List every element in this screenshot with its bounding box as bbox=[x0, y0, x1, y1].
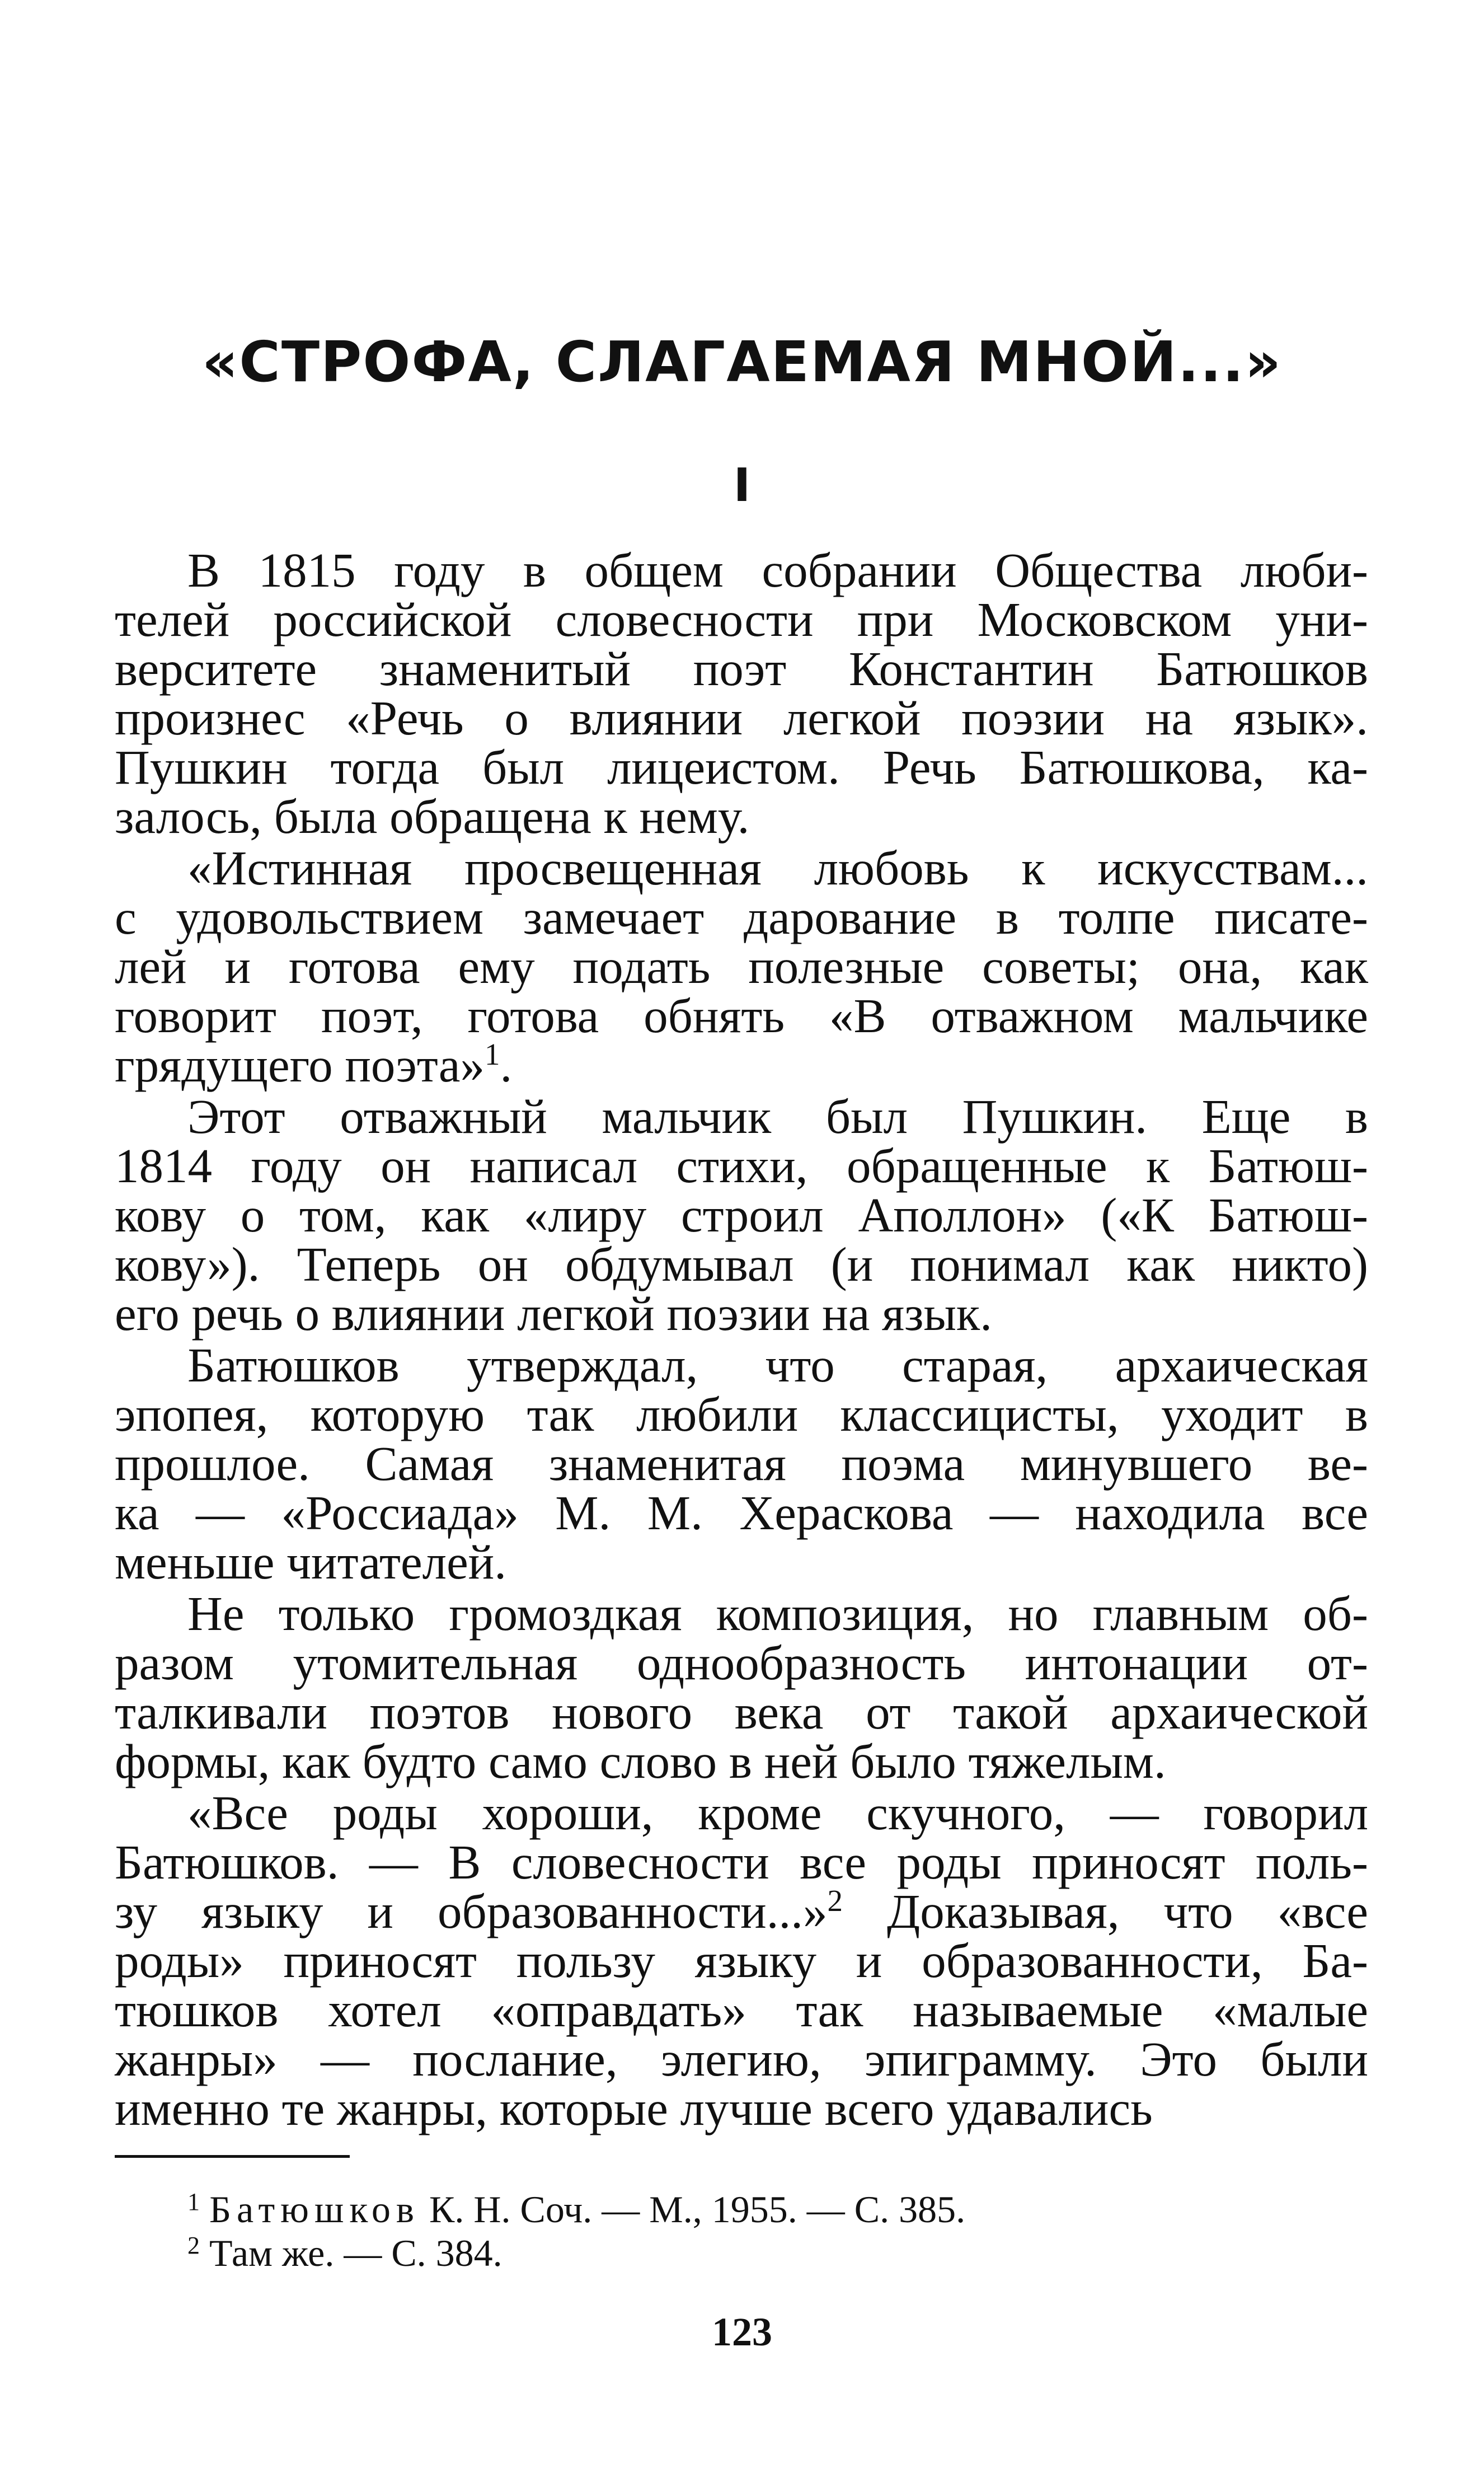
paragraph-3-line-3 bbox=[115, 1188, 1368, 1242]
line-text: «Истинная просвещенная любовь к искусствам... bbox=[187, 841, 1368, 895]
paragraph-5-line-3 bbox=[115, 1685, 1368, 1739]
footnote-rule bbox=[115, 2155, 350, 2158]
line-text: залось, была обращена к нему. bbox=[115, 789, 750, 844]
paragraph-1-line-6 bbox=[115, 789, 1368, 844]
chapter-title: «СТРОФА, СЛАГАЕМАЯ МНОЙ...» bbox=[201, 329, 1283, 395]
page-number: 123 bbox=[712, 2310, 772, 2354]
footnote-2-ref: 2 bbox=[187, 2232, 200, 2259]
line-text: грядущего поэта» bbox=[115, 1038, 485, 1092]
line-text: Не только громоздкая композиция, но главным об- bbox=[187, 1586, 1368, 1641]
section-number: I bbox=[733, 459, 751, 512]
note-reference: 2 bbox=[827, 1884, 843, 1918]
line-text: роды» приносят пользу языку и образованности, Ба- bbox=[115, 1933, 1368, 1988]
line-tail: Доказывая, что «все bbox=[842, 1884, 1368, 1938]
footnote-1-text: К. Н. Соч. — М., 1955. — С. 385. bbox=[420, 2188, 966, 2231]
line-text: меньше читателей. bbox=[115, 1535, 506, 1589]
paragraph-6-line-5 bbox=[115, 1985, 1368, 2035]
paragraph-2-line-4 bbox=[115, 991, 1368, 1041]
line-text: Пушкин тогда был лицеистом. Речь Батюшкова, ка- bbox=[115, 740, 1368, 794]
paragraph-1-line-3 bbox=[115, 641, 1368, 696]
line-text: Этот отважный мальчик был Пушкин. Еще в bbox=[187, 1089, 1368, 1144]
paragraph-4-line-4 bbox=[115, 1488, 1368, 1538]
paragraph-5-line-4 bbox=[115, 1734, 1368, 1788]
footnotes bbox=[187, 2187, 1363, 2275]
paragraph-6-line-4 bbox=[115, 1933, 1368, 1988]
paragraph-5-line-2 bbox=[115, 1638, 1368, 1688]
note-reference: 1 bbox=[485, 1037, 500, 1071]
line-text: прошлое. Самая знаменитая поэма минувшего ве- bbox=[115, 1436, 1368, 1491]
line-text: В 1815 году в общем собрании Общества люби- bbox=[187, 543, 1368, 597]
line-tail: . bbox=[500, 1038, 513, 1092]
paragraph-6-line-1 bbox=[115, 1788, 1368, 1838]
line-text: «Все роды хороши, кроме скучного, — говорил bbox=[187, 1786, 1368, 1840]
footnote-2-text: Там же. — С. 384. bbox=[209, 2232, 503, 2274]
line-text: эпопея, которую так любили классицисты, уходит в bbox=[115, 1387, 1368, 1441]
footnote-2 bbox=[187, 2231, 1363, 2275]
line-text: Батюшков. — В словесности все роды приносят поль- bbox=[115, 1835, 1368, 1889]
footnote-1-author: Батюшков bbox=[209, 2188, 420, 2231]
paragraph-2-line-1 bbox=[115, 841, 1368, 895]
paragraph-3-line-1 bbox=[115, 1089, 1368, 1144]
line-text: с удовольствием замечает дарование в толпе писате- bbox=[115, 890, 1368, 944]
line-text: кову о том, как «лиру строил Аполлон» («К Батюш- bbox=[115, 1188, 1368, 1242]
line-text: жанры» — послание, элегию, эпиграмму. Это были bbox=[115, 2032, 1368, 2086]
line-text: кову»). Теперь он обдумывал (и понимал как никто) bbox=[115, 1237, 1368, 1291]
paragraph-4-line-1 bbox=[115, 1338, 1368, 1392]
line-text: тюшков хотел «оправдать» так называемые «малые bbox=[115, 1983, 1368, 2037]
line-text: формы, как будто само слово в ней было тяжелым. bbox=[115, 1734, 1166, 1788]
paragraph-5-line-1 bbox=[115, 1586, 1368, 1641]
line-text: ка — «Россиада» М. М. Хераскова — находила все bbox=[115, 1486, 1368, 1540]
line-text: разом утомительная однообразность интонации от- bbox=[115, 1636, 1368, 1690]
paragraph-1-line-4 bbox=[115, 691, 1368, 745]
line-text: лей и готова ему подать полезные советы; она, как bbox=[115, 939, 1368, 994]
line-text: зу языку и образованности...» bbox=[115, 1884, 828, 1938]
paragraph-3-line-5 bbox=[115, 1286, 1368, 1341]
line-text: его речь о влиянии легкой поэзии на язык. bbox=[115, 1286, 992, 1341]
line-text: произнес «Речь о влиянии легкой поэзии на язык». bbox=[115, 691, 1368, 745]
paragraph-6-line-2 bbox=[115, 1835, 1368, 1889]
paragraph-3-line-2 bbox=[115, 1141, 1368, 1191]
paragraph-4-line-5 bbox=[115, 1535, 1368, 1589]
paragraph-3-line-4 bbox=[115, 1237, 1368, 1291]
paragraph-2-line-2 bbox=[115, 890, 1368, 944]
line-text: телей российской словесности при Московском уни- bbox=[115, 592, 1368, 647]
line-text: талкивали поэтов нового века от такой архаической bbox=[115, 1685, 1368, 1739]
body-text bbox=[115, 543, 1368, 2135]
paragraph-2-line-3 bbox=[115, 939, 1368, 994]
footnote-1-ref: 1 bbox=[187, 2188, 200, 2215]
line-text: верситете знаменитый поэт Константин Батюшков bbox=[115, 641, 1368, 696]
paragraph-6-line-3 bbox=[115, 1884, 1368, 1938]
paragraph-1-line-5 bbox=[115, 740, 1368, 794]
paragraph-6-line-7 bbox=[115, 2081, 1368, 2135]
line-text: Батюшков утверждал, что старая, архаическая bbox=[187, 1338, 1368, 1392]
line-text: 1814 году он написал стихи, обращенные к Батюш- bbox=[115, 1139, 1368, 1193]
paragraph-6-line-6 bbox=[115, 2032, 1368, 2086]
footnote-1 bbox=[187, 2187, 1363, 2231]
line-text: говорит поэт, готова обнять «В отважном мальчике bbox=[115, 989, 1368, 1043]
paragraph-4-line-2 bbox=[115, 1387, 1368, 1441]
paragraph-1-line-2 bbox=[115, 592, 1368, 647]
paragraph-4-line-3 bbox=[115, 1436, 1368, 1491]
paragraph-2-line-5 bbox=[115, 1037, 1368, 1092]
line-text: именно те жанры, которые лучше всего удавались bbox=[115, 2081, 1153, 2135]
paragraph-1-line-1 bbox=[115, 543, 1368, 597]
